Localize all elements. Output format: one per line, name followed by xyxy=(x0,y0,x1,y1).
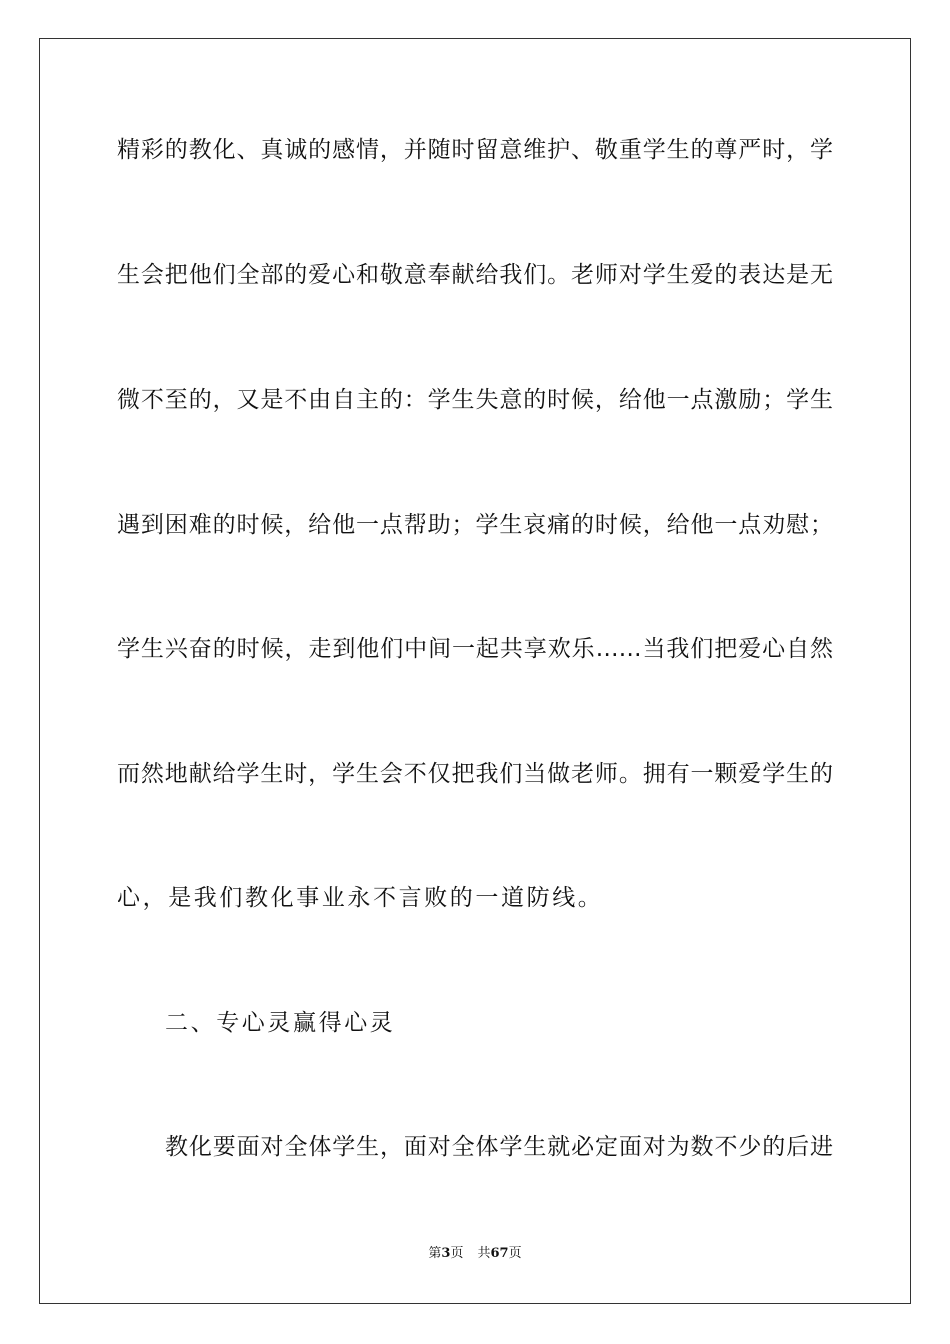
body-line-5: 学生兴奋的时候，走到他们中间一起共享欢乐……当我们把爱心自然 xyxy=(117,636,833,662)
footer-total-number: 67 xyxy=(490,1246,509,1261)
body-line-7: 心，是我们教化事业永不言败的一道防线。 xyxy=(117,885,604,911)
footer-total-suffix: 页 xyxy=(508,1246,522,1261)
body-line-2: 生会把他们全部的爱心和敬意奉献给我们。老师对学生爱的表达是无 xyxy=(117,262,833,288)
footer-page-prefix: 第 xyxy=(428,1246,442,1261)
page-frame xyxy=(39,38,911,1304)
footer-total-prefix: 共 xyxy=(477,1246,491,1261)
footer-page-number: 3 xyxy=(441,1246,451,1261)
body-line-1: 精彩的教化、真诚的感情，并随时留意维护、敬重学生的尊严时，学 xyxy=(117,137,833,163)
footer-page-suffix: 页 xyxy=(450,1246,464,1261)
section-heading: 二、专心灵赢得心灵 xyxy=(165,1010,396,1036)
page-footer xyxy=(0,1245,950,1263)
body-line-3: 微不至的，又是不由自主的：学生失意的时候，给他一点激励；学生 xyxy=(117,387,833,413)
body-line-6: 而然地献给学生时，学生会不仅把我们当做老师。拥有一颗爱学生的 xyxy=(117,761,833,787)
body-line-4: 遇到困难的时候，给他一点帮助；学生哀痛的时候，给他一点劝慰； xyxy=(117,512,833,538)
body-line-8: 教化要面对全体学生，面对全体学生就必定面对为数不少的后进 xyxy=(165,1134,833,1160)
